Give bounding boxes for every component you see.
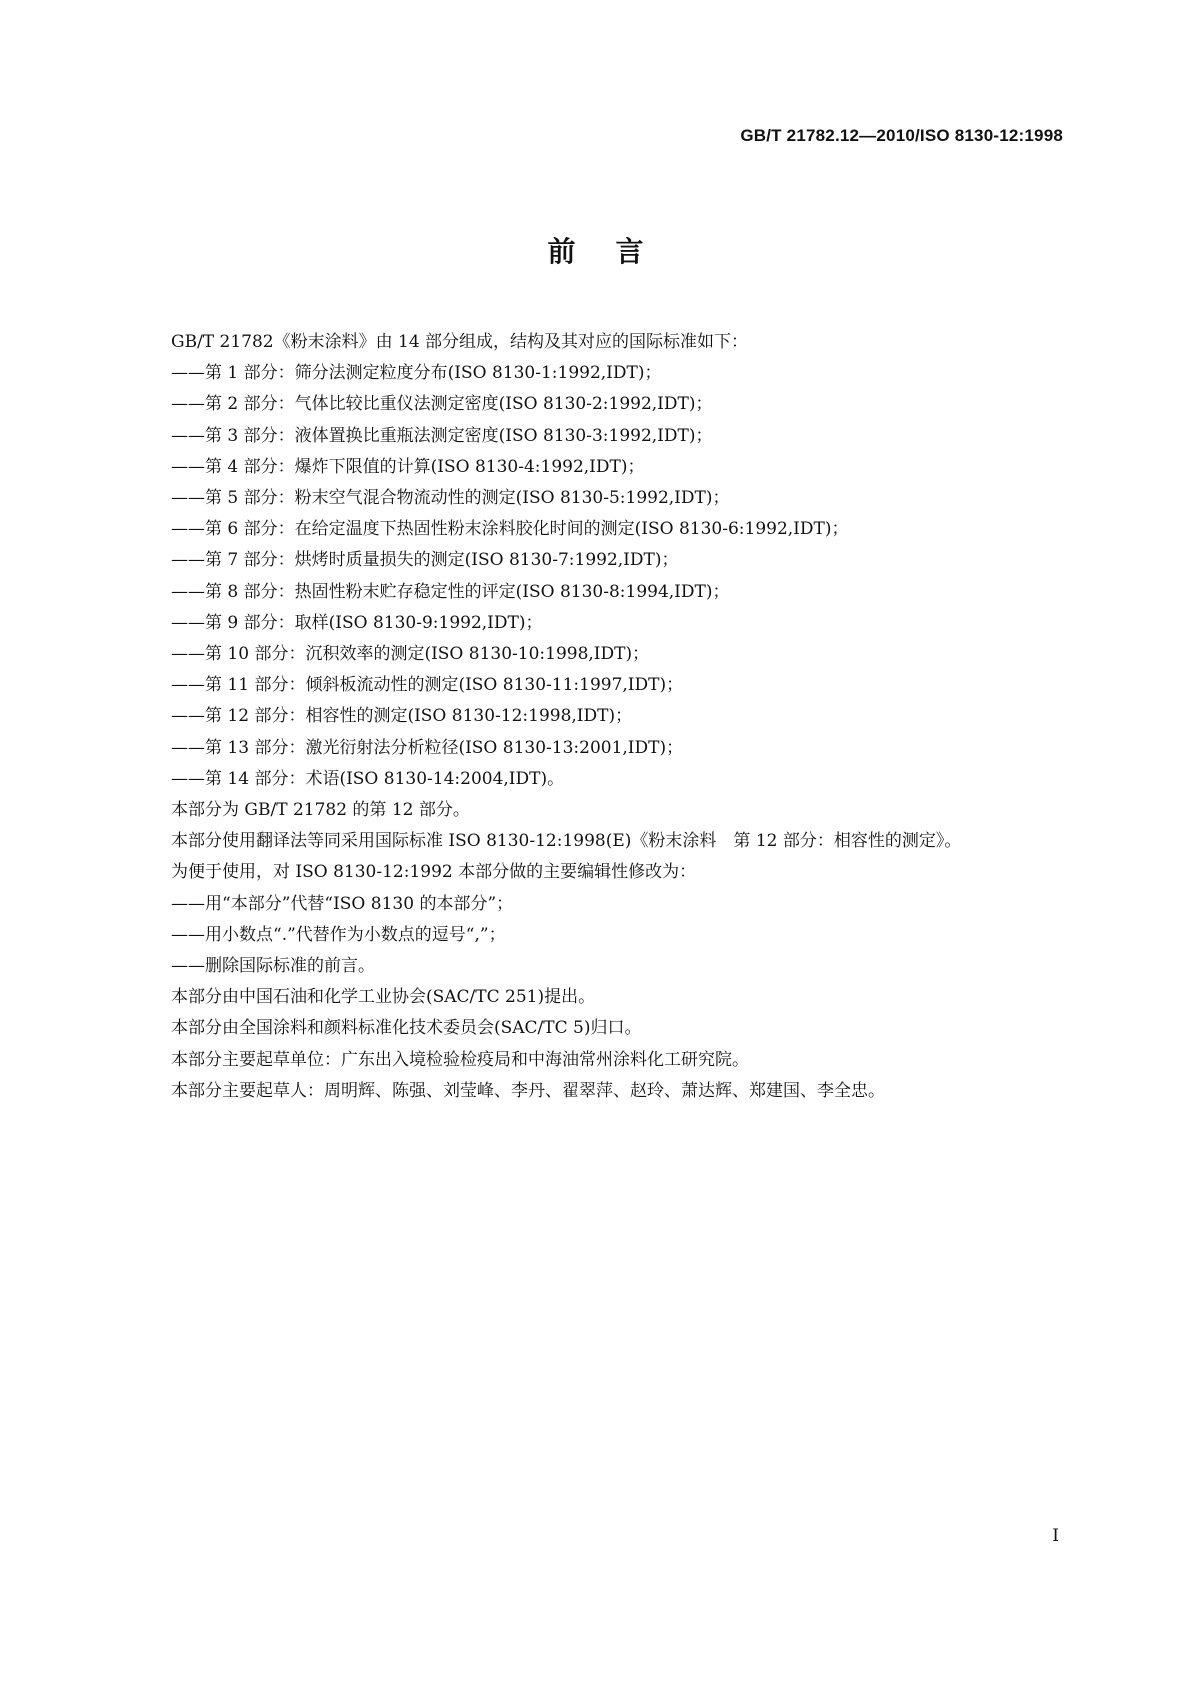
edits-intro-paragraph: 为便于使用，对 ISO 8130-12:1992 本部分做的主要编辑性修改为：: [171, 862, 697, 883]
edit-list-item: ——用“本部分”代替“ISO 8130 的本部分”；: [171, 893, 514, 914]
drafting-units-paragraph: 本部分主要起草单位：广东出入境检验检疫局和中海油常州涂料化工研究院。: [171, 1049, 749, 1070]
proposed-by-paragraph: 本部分由中国石油和化学工业协会(SAC/TC 251)提出。: [171, 987, 596, 1008]
part-list-item: ——第 9 部分：取样(ISO 8130-9:1992,IDT)；: [171, 612, 543, 633]
part-list-item: ——第 1 部分：筛分法测定粒度分布(ISO 8130-1:1992,IDT)；: [171, 363, 662, 384]
centralized-by-paragraph: 本部分由全国涂料和颜料标准化技术委员会(SAC/TC 5)归口。: [171, 1018, 642, 1039]
page-title: 前言: [547, 235, 684, 268]
foreword-body: [137, 327, 1057, 1107]
part-list-item: ——第 3 部分：液体置换比重瓶法测定密度(ISO 8130-3:1992,IDT)；: [171, 425, 713, 446]
part-list-item: ——第 8 部分：热固性粉末贮存稳定性的评定(ISO 8130-8:1994,IDT)；: [171, 581, 730, 602]
drafters-paragraph: 本部分主要起草人：周明辉、陈强、刘莹峰、李丹、翟翠萍、赵玲、萧达辉、郑建国、李全忠。: [171, 1080, 885, 1101]
part-list-item: ——第 7 部分：烘烤时质量损失的测定(ISO 8130-7:1992,IDT)；: [171, 550, 679, 571]
part-list-item: ——第 6 部分：在给定温度下热固性粉末涂料胶化时间的测定(ISO 8130-6:1992,IDT)；: [171, 519, 849, 540]
edit-list-item: ——用小数点“.”代替作为小数点的逗号“,”；: [171, 924, 506, 945]
part-list-item: ——第 12 部分：相容性的测定(ISO 8130-12:1998,IDT)；: [171, 706, 633, 727]
part-list-item: ——第 10 部分：沉积效率的测定(ISO 8130-10:1998,IDT)；: [171, 644, 650, 665]
intro-paragraph: GB/T 21782《粉末涂料》由 14 部分组成，结构及其对应的国际标准如下：: [171, 332, 749, 352]
part-list-item: ——第 13 部分：激光衍射法分析粒径(ISO 8130-13:2001,IDT)；: [171, 737, 684, 758]
part-list-item: ——第 11 部分：倾斜板流动性的测定(ISO 8130-11:1997,IDT)；: [171, 675, 684, 696]
part-list-item: ——第 2 部分：气体比较比重仪法测定密度(ISO 8130-2:1992,IDT)；: [171, 394, 713, 415]
adoption-paragraph: 本部分使用翻译法等同采用国际标准 ISO 8130-12:1998(E)《粉末涂料 第 12 部分：相容性的测定》。: [171, 831, 962, 852]
part-list-item: ——第 4 部分：爆炸下限值的计算(ISO 8130-4:1992,IDT)；: [171, 456, 645, 477]
edit-list-item: ——删除国际标准的前言。: [171, 956, 375, 977]
page-number: I: [1052, 1526, 1059, 1546]
part-list-item: ——第 5 部分：粉末空气混合物流动性的测定(ISO 8130-5:1992,IDT)；: [171, 488, 730, 509]
standard-code-header: GB/T 21782.12—2010/ISO 8130-12:1998: [740, 126, 1063, 145]
this-part-paragraph: 本部分为 GB/T 21782 的第 12 部分。: [171, 800, 470, 821]
part-list-item: ——第 14 部分：术语(ISO 8130-14:2004,IDT)。: [171, 768, 565, 789]
